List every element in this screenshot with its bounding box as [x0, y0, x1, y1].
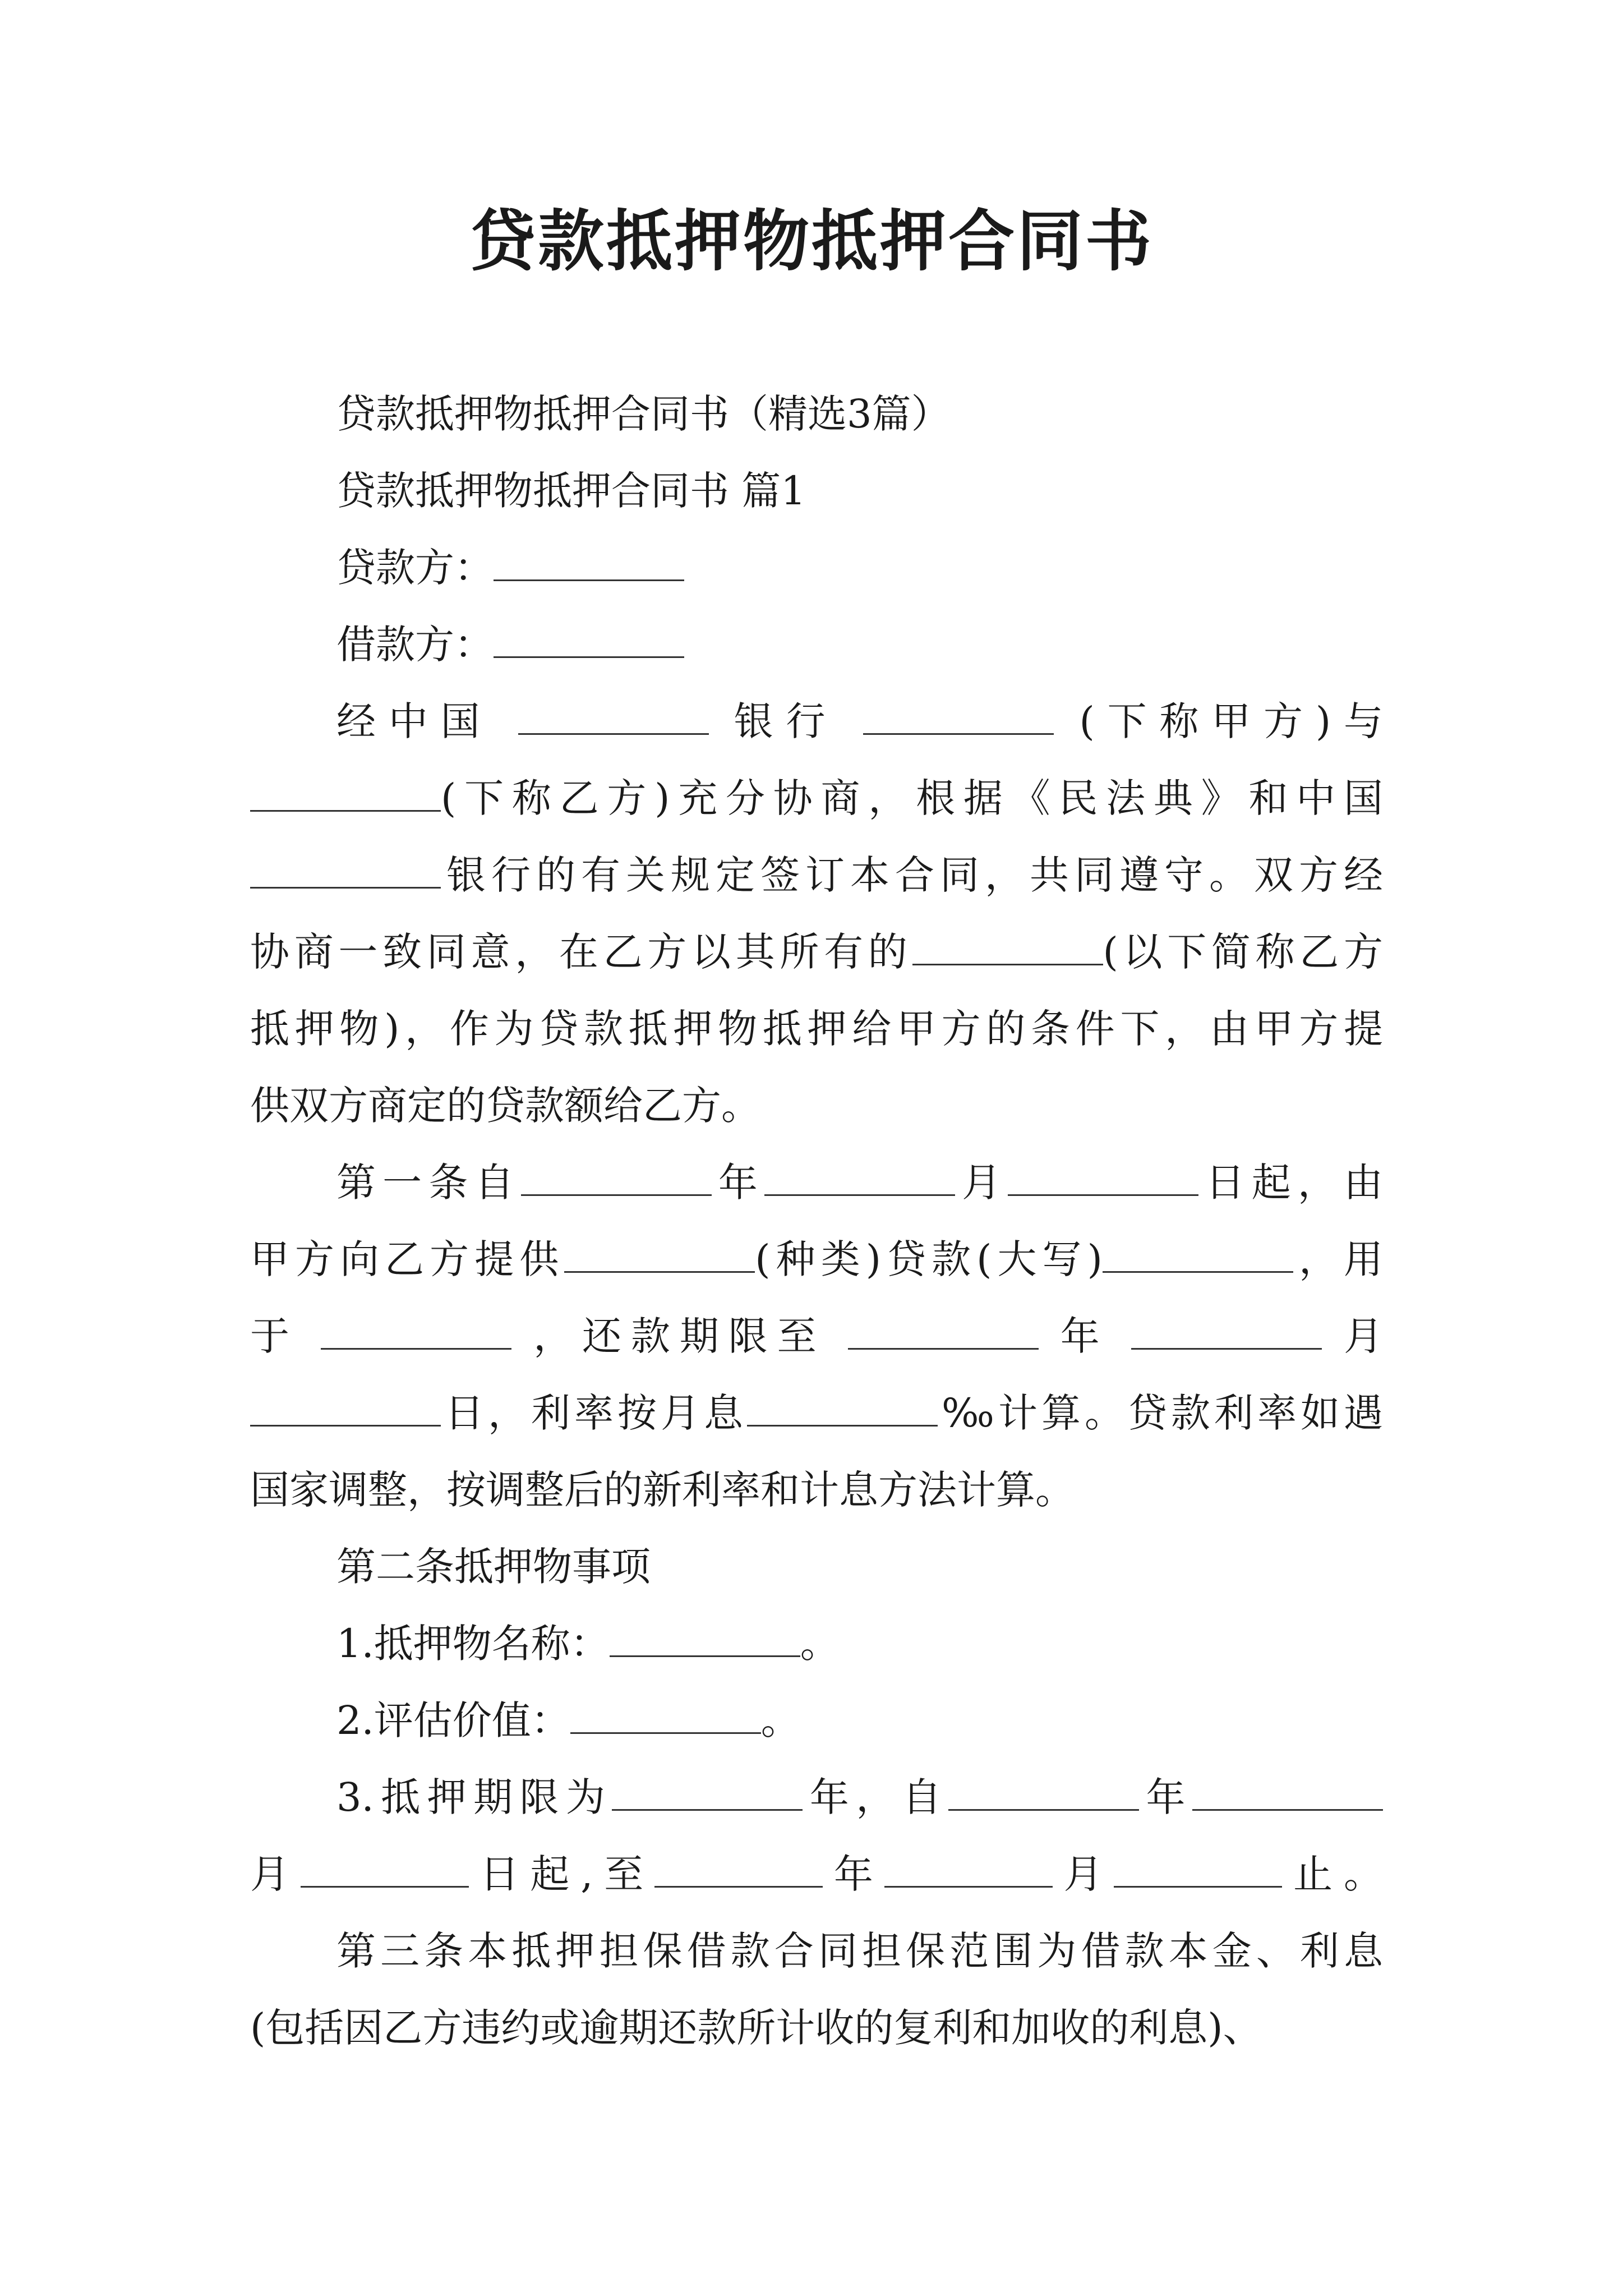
article-2 — [250, 1529, 1383, 1913]
blank-field — [863, 694, 1054, 735]
text-line — [250, 1836, 1383, 1913]
blank-field — [610, 1616, 800, 1657]
heading-collection: 贷款抵押物抵押合同书（精选3篇） — [336, 391, 951, 437]
text-line: 第三条本抵押担保借款合同担保范围为借款本金、利息 — [336, 1928, 1383, 1974]
text-span: 协商一致同意，在乙方以其所有的 — [250, 929, 912, 975]
text-span: 。 — [800, 1621, 840, 1667]
lender-line — [250, 530, 1383, 606]
article-3 — [250, 1913, 1383, 2067]
text-line — [250, 1144, 1383, 1221]
text-span: 日，利率按月息 — [441, 1390, 748, 1436]
blank-field — [494, 540, 684, 581]
text-line — [250, 1375, 1383, 1452]
blank-field — [654, 1847, 823, 1888]
text-span: 。 — [760, 1697, 800, 1743]
text-line: 国家调整，按调整后的新利率和计息方法计算。 — [250, 1467, 1075, 1513]
text-line — [250, 837, 1383, 914]
heading-part: 贷款抵押物抵押合同书 篇1 — [336, 468, 806, 514]
text-span: 2.评估价值： — [336, 1697, 570, 1743]
text-span: (下称乙方)充分协商，根据《民法典》和中国 — [441, 775, 1383, 821]
blank-field — [1131, 1309, 1322, 1350]
text-line: 供双方商定的贷款额给乙方。 — [250, 1083, 760, 1129]
text-line — [250, 683, 1383, 760]
text-span: 止。 — [1282, 1851, 1383, 1897]
borrower-label: 借款方： — [336, 622, 494, 668]
text-span: 月 — [955, 1159, 1008, 1205]
text-span: 年 — [1060, 1313, 1109, 1359]
blank-field — [848, 1309, 1039, 1350]
borrower-line — [250, 606, 1383, 683]
text-span: 第一条自 — [336, 1159, 521, 1205]
blank-field — [494, 617, 684, 658]
text-line — [250, 1605, 1383, 1682]
blank-field — [948, 1770, 1139, 1811]
blank-field — [747, 1386, 938, 1427]
text-span: ‰计算。贷款利率如遇 — [938, 1390, 1383, 1436]
text-span: 3.抵押期限为 — [336, 1774, 612, 1820]
text-span: (下称甲方)与 — [1079, 698, 1383, 744]
blank-field — [250, 771, 441, 812]
text-span: ，还款期限至 — [533, 1313, 826, 1359]
text-span: ，用 — [1293, 1236, 1384, 1282]
text-span: 年，自 — [803, 1774, 949, 1820]
text-span: 经中国 — [336, 698, 493, 744]
text-line — [250, 1298, 1383, 1375]
blank-field — [884, 1847, 1053, 1888]
text-line — [250, 760, 1383, 837]
blank-field — [1008, 1155, 1198, 1196]
text-span: 月 — [1343, 1313, 1383, 1359]
document-body — [250, 376, 1383, 2067]
text-span: 于 — [250, 1313, 299, 1359]
blank-field — [912, 924, 1103, 965]
article-1 — [250, 1144, 1383, 1529]
text-span: 日起,至 — [468, 1851, 655, 1897]
text-span: 年 — [823, 1851, 884, 1897]
paragraph-intro — [250, 683, 1383, 1144]
text-span: 甲方向乙方提供 — [250, 1236, 565, 1282]
lender-label: 贷款方： — [336, 545, 494, 591]
blank-field — [564, 1232, 755, 1273]
document-title: 贷款抵押物抵押合同书 — [469, 202, 1154, 280]
blank-field — [1103, 1232, 1293, 1273]
text-span: 1.抵押物名称： — [336, 1621, 610, 1667]
blank-field — [1114, 1847, 1282, 1888]
text-line: (包括因乙方违约或逾期还款所计收的复利和加收的利息)、 — [250, 2005, 1262, 2051]
text-line — [250, 1221, 1383, 1298]
text-span: 年 — [711, 1159, 765, 1205]
text-span: 日起，由 — [1198, 1159, 1384, 1205]
text-span: 银行的有关规定签订本合同，共同遵守。双方经 — [441, 852, 1383, 898]
text-span: 年 — [1139, 1774, 1192, 1820]
blank-field — [250, 1386, 441, 1427]
blank-field — [518, 694, 709, 735]
blank-field — [321, 1309, 511, 1350]
text-line: 抵押物)，作为贷款抵押物抵押给甲方的条件下，由甲方提 — [250, 1006, 1383, 1052]
blank-field — [250, 848, 441, 889]
article-heading: 第二条抵押物事项 — [336, 1544, 651, 1590]
text-line — [250, 914, 1383, 991]
blank-field — [612, 1770, 803, 1811]
blank-field — [570, 1693, 761, 1734]
text-line — [250, 1682, 1383, 1759]
text-span: 月 — [250, 1851, 301, 1897]
text-line — [250, 1759, 1383, 1836]
blank-field — [521, 1155, 712, 1196]
text-span: (以下简称乙方 — [1103, 929, 1384, 975]
text-span: 银行 — [734, 698, 838, 744]
blank-field — [301, 1847, 469, 1888]
text-span: (种类)贷款(大写) — [755, 1236, 1103, 1282]
blank-field — [1192, 1770, 1383, 1811]
blank-field — [764, 1155, 955, 1196]
text-span: 月 — [1052, 1851, 1114, 1897]
